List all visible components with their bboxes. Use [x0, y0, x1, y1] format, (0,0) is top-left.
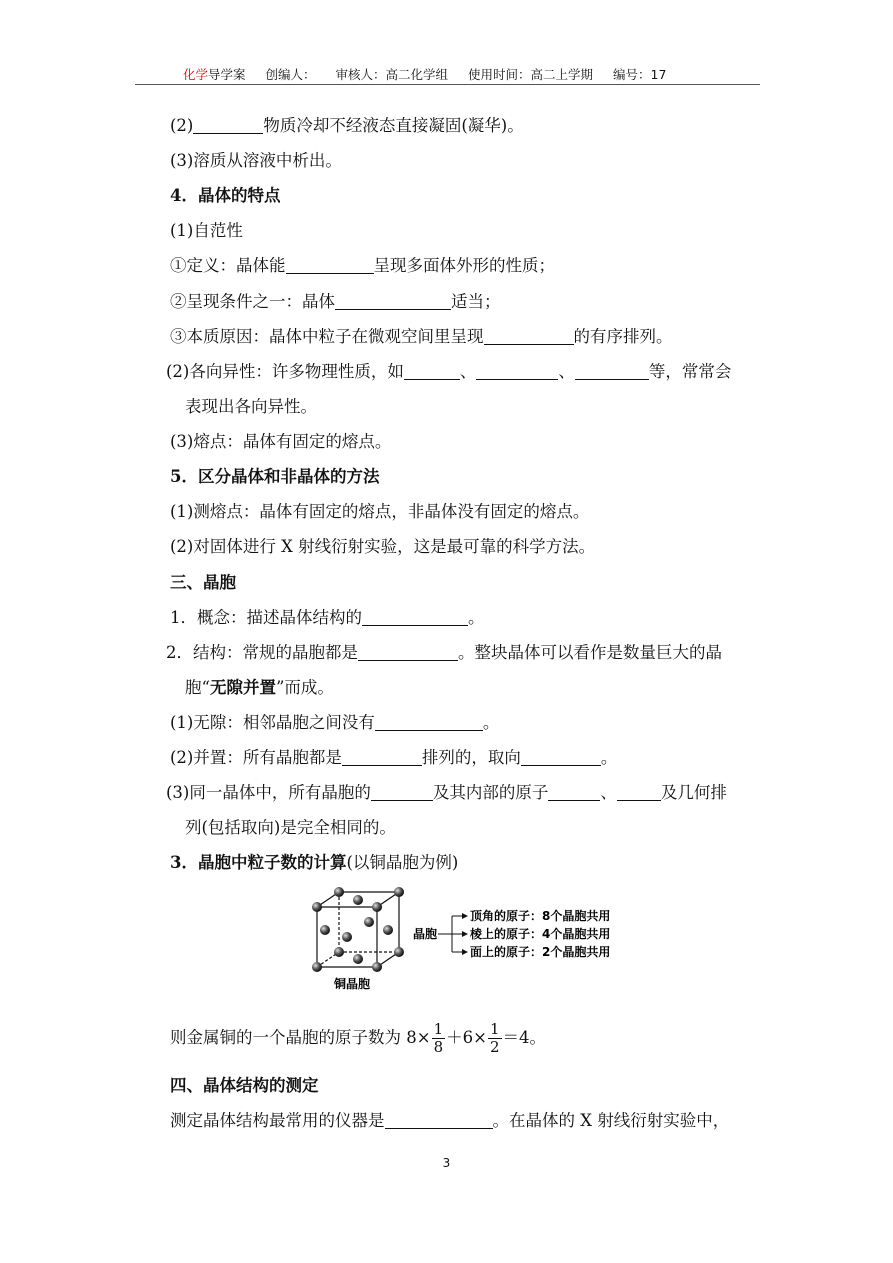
- text-line: (2)各向异性：许多物理性质，如 、 、 等，常常会: [166, 362, 732, 381]
- fill-blank[interactable]: [375, 713, 483, 731]
- text-line: (2)对固体进行 X 射线衍射实验，这是最可靠的科学方法。: [170, 537, 596, 556]
- text-line: (1)测熔点：晶体有固定的熔点，非晶体没有固定的熔点。: [170, 502, 590, 521]
- page-header: [135, 62, 760, 85]
- page-number: 3: [442, 1156, 451, 1170]
- header-reviewer: 审核人：高二化学组: [335, 67, 449, 82]
- header-subject-red: 化学: [183, 67, 209, 82]
- fill-blank[interactable]: [335, 292, 451, 310]
- text-line: (1)自范性: [170, 221, 243, 240]
- section-heading: 4．晶体的特点: [170, 186, 281, 205]
- text-line: (3)熔点：晶体有固定的熔点。: [170, 432, 392, 451]
- fill-blank[interactable]: [286, 256, 374, 274]
- copper-atoms: [312, 887, 404, 972]
- header-number: 编号：17: [613, 67, 667, 82]
- fill-blank[interactable]: [484, 327, 574, 345]
- fill-blank[interactable]: [521, 748, 601, 766]
- fill-blank[interactable]: [385, 1111, 493, 1129]
- text-line: 测定晶体结构最常用的仪器是 。在晶体的 X 射线衍射实验中，: [170, 1111, 730, 1130]
- text-line: (3)同一晶体中，所有晶胞的 及其内部的原子 、 及几何排: [166, 783, 727, 802]
- cell-label: 晶胞: [413, 927, 438, 941]
- text-line: (2) 物质冷却不经液态直接凝固(凝华)。: [170, 116, 524, 135]
- text-line: ②呈现条件之一：晶体 适当；: [170, 292, 501, 311]
- copper-unit-cell-figure: [300, 880, 650, 1000]
- fraction-one-eighth: $\frac{1}{8}$: [433, 1020, 444, 1056]
- figure-caption: 铜晶胞: [334, 977, 371, 991]
- text-line: 3．晶胞中粒子数的计算(以铜晶胞为例): [170, 853, 459, 872]
- fill-blank[interactable]: [404, 362, 460, 380]
- fill-blank[interactable]: [548, 783, 600, 801]
- text-line: 表现出各向异性。: [185, 397, 317, 416]
- section-heading: 5．区分晶体和非晶体的方法: [170, 467, 380, 486]
- fill-blank[interactable]: [371, 783, 433, 801]
- text-line: (2)并置：所有晶胞都是 排列的，取向 。: [170, 748, 618, 767]
- fill-blank[interactable]: [342, 748, 422, 766]
- text-line: (1)无隙：相邻晶胞之间没有 。: [170, 713, 500, 732]
- fill-blank[interactable]: [358, 643, 458, 661]
- text-line: 1．概念：描述晶体结构的 。: [170, 608, 485, 627]
- fill-blank[interactable]: [575, 362, 649, 380]
- formula-line: 则金属铜的一个晶胞的原子数为 8× $\frac{1}{8}$ ＋6× $\frac{1}{2}$ ＝4。: [170, 1020, 546, 1056]
- section-heading: 四、晶体结构的测定: [170, 1076, 319, 1095]
- text-line: 列(包括取向)是完全相同的。: [185, 818, 396, 837]
- figure-item-corner: 顶角的原子：8个晶胞共用: [470, 909, 611, 923]
- fill-blank[interactable]: [362, 608, 468, 626]
- text-line: (3)溶质从溶液中析出。: [170, 151, 342, 170]
- bracket-arrows: [438, 916, 464, 952]
- section-heading: 三、晶胞: [170, 573, 236, 592]
- figure-item-face: 面上的原子：2个晶胞共用: [470, 945, 611, 959]
- fill-blank[interactable]: [617, 783, 661, 801]
- header-use-time: 使用时间：高二上学期: [468, 67, 594, 82]
- fraction-one-half: $\frac{1}{2}$: [489, 1020, 500, 1056]
- text-line: 胞“无隙并置”而成。: [185, 678, 334, 697]
- text-line: ③本质原因：晶体中粒子在微观空间里呈现 的有序排列。: [170, 327, 673, 346]
- fill-blank[interactable]: [476, 362, 558, 380]
- text-line: ①定义：晶体能 呈现多面体外形的性质；: [170, 256, 555, 275]
- figure-item-edge: 棱上的原子：4个晶胞共用: [470, 927, 611, 941]
- header-author: 创编人：: [265, 67, 316, 82]
- header-subject: 导学案: [208, 67, 246, 82]
- fill-blank[interactable]: [193, 116, 263, 134]
- text-line: 2．结构：常规的晶胞都是 。整块晶体可以看作是数量巨大的晶: [166, 643, 722, 662]
